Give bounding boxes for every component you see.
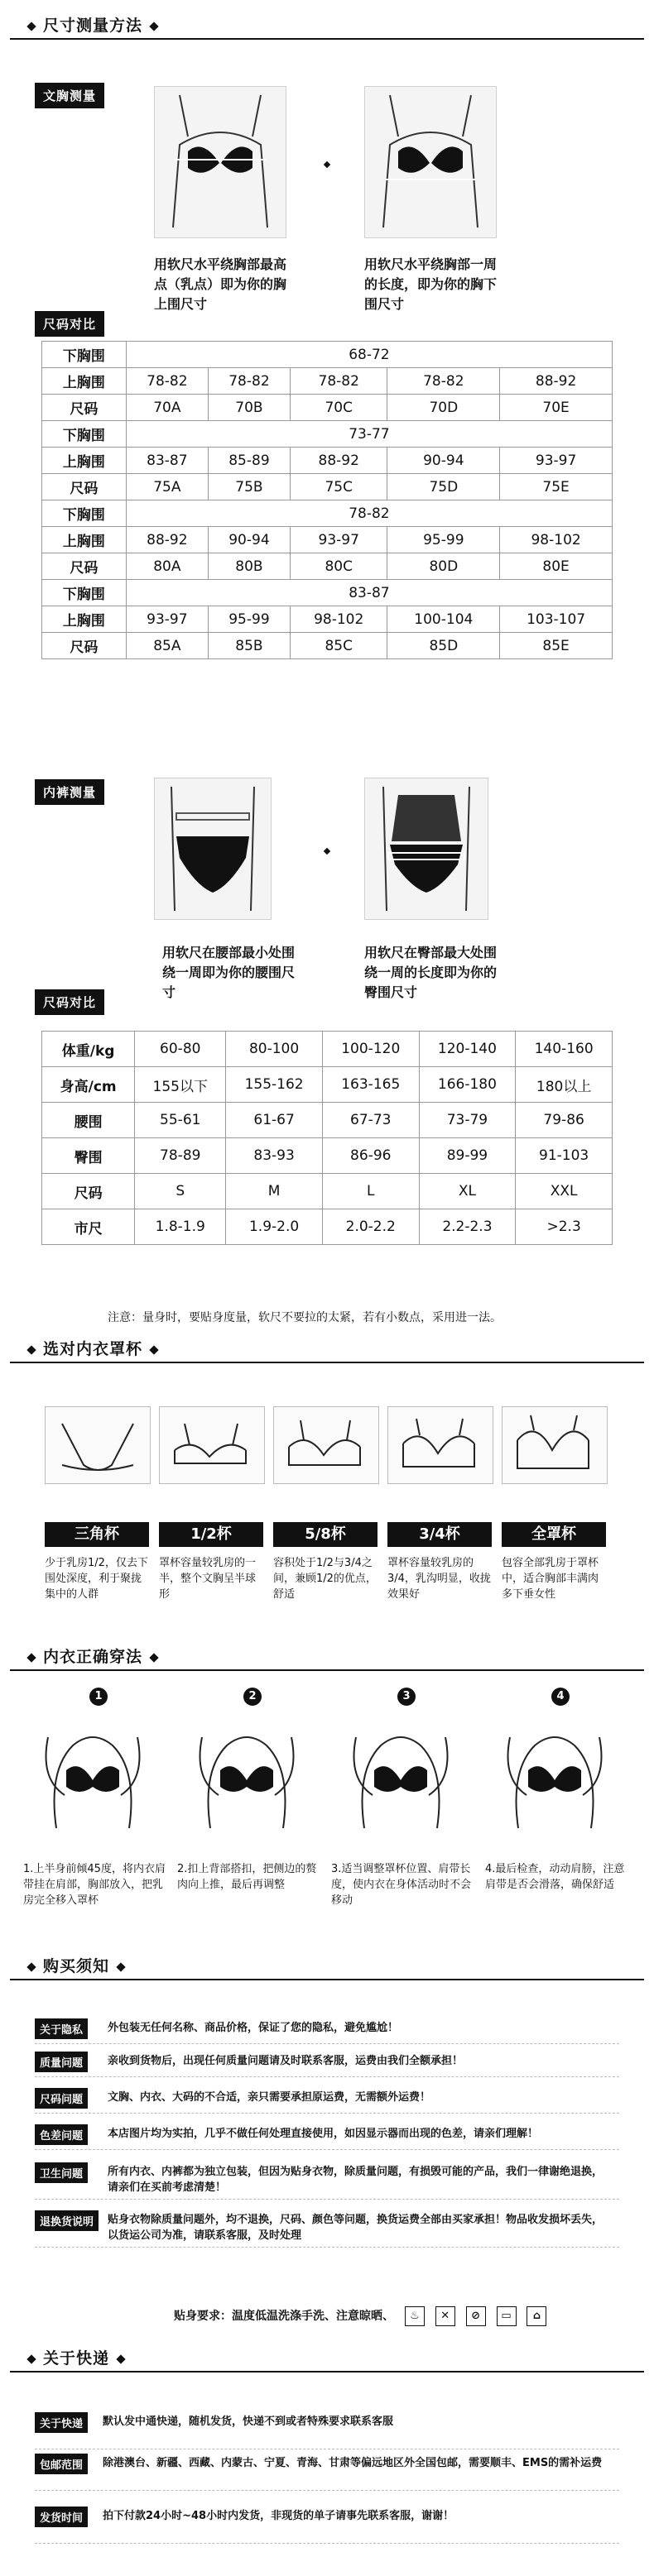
row-header-over: 上胸围 [42, 448, 127, 474]
pants-size-table [41, 1031, 613, 1245]
diamond-icon [26, 1653, 36, 1662]
table-row [42, 1138, 613, 1174]
table-row [42, 1032, 613, 1067]
cup-illustration [502, 1406, 608, 1484]
bra-size-value: 75D [387, 474, 500, 500]
no-tumble-dry-icon: ⊘ [466, 2306, 486, 2326]
pants-size-value: 55-61 [135, 1103, 226, 1138]
over-bust-value: 98-102 [500, 527, 613, 553]
notice-label: 尺码问题 [35, 2088, 88, 2109]
bra-size-value: 80C [290, 553, 387, 580]
cup-illustration [387, 1406, 493, 1484]
cup-illustration [45, 1406, 151, 1484]
step-description: 4.最后检查，动动肩膀，注意肩带是否会滑落，确保舒适 [485, 1863, 625, 1891]
pants-hip-figure [364, 778, 488, 920]
express-divider [35, 2449, 619, 2450]
pants-size-value: 180以上 [516, 1067, 613, 1103]
pants-size-value: 163-165 [322, 1067, 419, 1103]
pants-size-value: 120-140 [419, 1032, 516, 1067]
over-bust-value: 90-94 [387, 448, 500, 474]
pants-size-value: 61-67 [226, 1103, 323, 1138]
pants-size-value: 73-79 [419, 1103, 516, 1138]
cup-description: 少于乳房1/2，仅去下围处深度，利于聚拢集中的人群 [45, 1557, 148, 1601]
pants-size-value: 140-160 [516, 1032, 613, 1067]
notice-divider [35, 2113, 619, 2114]
step-number: 1 [89, 1688, 108, 1706]
pants-size-value: 2.2-2.3 [419, 1209, 516, 1245]
cup-illustration [159, 1406, 265, 1484]
over-bust-value: 78-82 [290, 368, 387, 395]
wear-step-illustration [23, 1704, 162, 1836]
pants-size-value: 79-86 [516, 1103, 613, 1138]
section-title: 内衣正确穿法 [43, 1648, 143, 1666]
table-row [42, 527, 613, 553]
hand-wash-icon: ♨ [405, 2306, 425, 2326]
notice-divider [35, 2076, 619, 2078]
step-description: 2.扣上背部搭扣，把侧边的赘肉向上推，最后再调整 [177, 1863, 317, 1891]
express-divider [35, 2543, 619, 2545]
bra-size-value: 80D [387, 553, 500, 580]
wash-note-text: 贴身要求：温度低温洗涤手洗、注意晾晒、 [174, 2310, 394, 2323]
pants-measure-tag: 内裤测量 [35, 779, 104, 805]
diamond-icon [149, 22, 158, 31]
diamond-icon [149, 1345, 158, 1354]
bra-size-value: 85E [500, 633, 613, 659]
pants-size-value: >2.3 [516, 1209, 613, 1245]
row-header: 腰围 [42, 1103, 135, 1138]
section-title: 选对内衣罩杯 [43, 1340, 143, 1358]
table-row [42, 580, 613, 606]
pants-size-value: 86-96 [322, 1138, 419, 1174]
pants-waist-caption: 用软尺在腰部最小处围绕一周即为你的腰围尺寸 [162, 945, 296, 1000]
over-bust-value: 98-102 [290, 606, 387, 633]
table-row [42, 474, 613, 500]
bra-under-caption: 用软尺水平绕胸部一周的长度，即为你的胸下围尺寸 [364, 256, 498, 312]
notice-text: 亲收到货物后，出现任何质量问题请及时联系客服，运费由我们全额承担！ [108, 2055, 464, 2067]
pants-size-value: XL [419, 1174, 516, 1209]
row-header-over: 上胸围 [42, 606, 127, 633]
pants-size-value: M [226, 1174, 323, 1209]
over-bust-value: 78-82 [208, 368, 290, 395]
table-row [42, 553, 613, 580]
bra-size-tag: 尺码对比 [35, 311, 104, 337]
bra-size-value: 70A [126, 395, 208, 421]
cup-description: 罩杯容量较乳房的一半，整个文胸呈半球形 [159, 1557, 257, 1601]
over-bust-value: 93-97 [290, 527, 387, 553]
step-description: 1.上半身前倾45度，将内衣肩带挂在肩部，胸部放入，把乳房完全移入罩杯 [23, 1863, 166, 1907]
row-header: 市尺 [42, 1209, 135, 1245]
notice-divider [35, 2247, 619, 2248]
diamond-icon [26, 1345, 36, 1354]
table-row [42, 1067, 613, 1103]
over-bust-value: 88-92 [126, 527, 208, 553]
pants-size-value: 100-120 [322, 1032, 419, 1067]
dry-flat-icon: ▭ [497, 2306, 517, 2326]
pants-size-value: S [135, 1174, 226, 1209]
over-bust-value: 100-104 [387, 606, 500, 633]
express-label: 关于快递 [35, 2412, 88, 2433]
notice-text: 贴身衣物除质量问题外，均不退换，尺码、颜色等问题，换货运费全部由买家承担！物品收发损坏丢失，以货运公司为准，请联系客服，及时处理 [108, 2214, 604, 2242]
under-bust-value: 78-82 [126, 500, 612, 527]
no-bleach-icon: ✕ [435, 2306, 455, 2326]
bra-size-value: 70B [208, 395, 290, 421]
row-header: 臀围 [42, 1138, 135, 1174]
row-header: 尺码 [42, 1174, 135, 1209]
notice-label: 关于隐私 [35, 2018, 88, 2039]
over-bust-value: 90-94 [208, 527, 290, 553]
bra-size-value: 70D [387, 395, 500, 421]
pants-size-value: 83-93 [226, 1138, 323, 1174]
diamond-icon [26, 1962, 36, 1971]
bra-over-figure [154, 86, 286, 238]
row-header-under: 下胸围 [42, 421, 127, 448]
express-label: 发货时间 [35, 2507, 88, 2527]
notice-divider [35, 2199, 619, 2200]
step-number: 3 [397, 1688, 416, 1706]
pants-size-value: XXL [516, 1174, 613, 1209]
bullet-dot [324, 161, 330, 168]
under-bust-value: 68-72 [126, 342, 612, 368]
notice-text: 外包装无任何名称、商品价格，保证了您的隐私，避免尴尬！ [108, 2022, 399, 2034]
bra-size-value: 75E [500, 474, 613, 500]
pants-size-value: 80-100 [226, 1032, 323, 1067]
bullet-dot [324, 848, 330, 855]
cup-label: 3/4杯 [387, 1522, 492, 1547]
notice-divider [35, 2149, 619, 2151]
section-header-express [0, 2341, 654, 2377]
notice-text: 所有内衣、内裤都为独立包装，但因为贴身衣物，除质量问题，有损毁可能的产品，我们一律谢绝退换，请亲们在买前考虑清楚！ [108, 2166, 604, 2194]
pants-size-tag: 尺码对比 [35, 989, 104, 1015]
over-bust-value: 88-92 [500, 368, 613, 395]
table-row [42, 395, 613, 421]
bra-size-value: 85B [208, 633, 290, 659]
notice-text: 本店图片均为实拍，几乎不做任何处理直接使用，如因显示器而出现的色差，请亲们理解！ [108, 2128, 539, 2140]
table-row [42, 500, 613, 527]
notice-divider [35, 2043, 619, 2045]
notice-label: 色差问题 [35, 2124, 88, 2145]
over-bust-value: 85-89 [208, 448, 290, 474]
express-text: 拍下付款24小时~48小时内发货，非现货的单子请事先联系客服，谢谢！ [103, 2510, 454, 2522]
over-bust-value: 93-97 [500, 448, 613, 474]
section-header-buy [0, 1949, 654, 1985]
bra-size-table [41, 341, 613, 659]
table-row [42, 421, 613, 448]
row-header-over: 上胸围 [42, 527, 127, 553]
bra-under-figure [364, 86, 497, 238]
notice-label: 退换货说明 [35, 2210, 99, 2231]
pants-size-value: 1.9-2.0 [226, 1209, 323, 1245]
row-header-size: 尺码 [42, 553, 127, 580]
table-row [42, 633, 613, 659]
bra-size-value: 70C [290, 395, 387, 421]
bra-size-value: 75C [290, 474, 387, 500]
over-bust-value: 103-107 [500, 606, 613, 633]
express-text: 除港澳台、新疆、西藏、内蒙古、宁夏、青海、甘肃等偏远地区外全国包邮，需要顺丰、EMS的需补运费 [103, 2457, 603, 2469]
bra-size-value: 75B [208, 474, 290, 500]
section-header-wear [0, 1640, 654, 1676]
notice-label: 质量问题 [35, 2052, 88, 2072]
express-label: 包邮范围 [35, 2454, 88, 2474]
section-header-cup [0, 1332, 654, 1368]
section-header-measure [0, 8, 654, 45]
pants-size-value: 2.0-2.2 [322, 1209, 419, 1245]
pants-size-value: 89-99 [419, 1138, 516, 1174]
bra-size-value: 85C [290, 633, 387, 659]
diamond-icon [116, 2354, 125, 2363]
cup-label: 5/8杯 [273, 1522, 377, 1547]
diamond-icon [116, 1962, 125, 1971]
notice-label: 卫生问题 [35, 2162, 88, 2183]
pants-waist-figure [154, 778, 272, 920]
pants-size-value: 67-73 [322, 1103, 419, 1138]
section-title: 尺寸测量方法 [43, 17, 143, 35]
wear-step-illustration [177, 1704, 316, 1836]
table-row [42, 368, 613, 395]
bra-size-value: 75A [126, 474, 208, 500]
wash-note [174, 2306, 546, 2326]
express-divider [35, 2490, 619, 2492]
table-row [42, 342, 613, 368]
over-bust-value: 83-87 [126, 448, 208, 474]
cup-description: 罩杯容量较乳房的3/4，乳沟明显，收拢效果好 [387, 1557, 491, 1601]
under-bust-value: 83-87 [126, 580, 612, 606]
table-row [42, 1103, 613, 1138]
row-header-over: 上胸围 [42, 368, 127, 395]
bra-size-value: 85D [387, 633, 500, 659]
section-title: 购买须知 [43, 1957, 110, 1975]
pants-size-value: 155-162 [226, 1067, 323, 1103]
notice-text: 文胸、内衣、大码的不合适，亲只需要承担原运费，无需额外运费！ [108, 2091, 431, 2104]
row-header-under: 下胸围 [42, 342, 127, 368]
pants-size-value: 60-80 [135, 1032, 226, 1067]
table-row [42, 1209, 613, 1245]
row-header-under: 下胸围 [42, 580, 127, 606]
row-header: 身高/cm [42, 1067, 135, 1103]
step-number: 4 [551, 1688, 570, 1706]
row-header-size: 尺码 [42, 474, 127, 500]
pants-size-value: L [322, 1174, 419, 1209]
under-bust-value: 73-77 [126, 421, 612, 448]
table-row [42, 1174, 613, 1209]
over-bust-value: 93-97 [126, 606, 208, 633]
bra-size-value: 70E [500, 395, 613, 421]
row-header-under: 下胸围 [42, 500, 127, 527]
over-bust-value: 78-82 [387, 368, 500, 395]
pants-hip-caption: 用软尺在臀部最大处围绕一周的长度即为你的臀围尺寸 [364, 945, 498, 1000]
express-text: 默认发中通快递，随机发货，快递不到或者特殊要求联系客服 [103, 2416, 394, 2428]
cup-description: 容积处于1/2与3/4之间，兼顾1/2的优点，舒适 [273, 1557, 377, 1601]
step-description: 3.适当调整罩杯位置、肩带长度，使内衣在身体活动时不会移动 [331, 1863, 472, 1907]
bra-size-value: 80A [126, 553, 208, 580]
cup-illustration [273, 1406, 379, 1484]
pants-size-value: 78-89 [135, 1138, 226, 1174]
cup-label: 全罩杯 [502, 1522, 606, 1547]
diamond-icon [149, 1653, 158, 1662]
step-number: 2 [243, 1688, 262, 1706]
low-iron-icon: ⌂ [527, 2306, 546, 2326]
over-bust-value: 78-82 [126, 368, 208, 395]
row-header-size: 尺码 [42, 633, 127, 659]
over-bust-value: 95-99 [387, 527, 500, 553]
bra-over-caption: 用软尺水平绕胸部最高点（乳点）即为你的胸上围尺寸 [154, 256, 287, 312]
diamond-icon [26, 22, 36, 31]
section-title: 关于快递 [43, 2349, 110, 2368]
measure-note: 注意：量身时，要贴身度量，软尺不要拉的太紧，若有小数点，采用进一法。 [108, 1311, 502, 1324]
row-header-size: 尺码 [42, 395, 127, 421]
cup-label: 三角杯 [45, 1522, 149, 1547]
wear-step-illustration [331, 1704, 470, 1836]
row-header: 体重/kg [42, 1032, 135, 1067]
over-bust-value: 95-99 [208, 606, 290, 633]
cup-description: 包容全部乳房于罩杯中，适合胸部丰满肉多下垂女性 [502, 1557, 599, 1601]
bra-measure-tag: 文胸测量 [35, 83, 104, 108]
bra-size-value: 80B [208, 553, 290, 580]
pants-size-value: 1.8-1.9 [135, 1209, 226, 1245]
table-row [42, 448, 613, 474]
table-row [42, 606, 613, 633]
bra-size-value: 80E [500, 553, 613, 580]
diamond-icon [26, 2354, 36, 2363]
pants-size-value: 155以下 [135, 1067, 226, 1103]
wear-step-illustration [485, 1704, 624, 1836]
over-bust-value: 88-92 [290, 448, 387, 474]
cup-label: 1/2杯 [159, 1522, 263, 1547]
pants-size-value: 166-180 [419, 1067, 516, 1103]
pants-size-value: 91-103 [516, 1138, 613, 1174]
bra-size-value: 85A [126, 633, 208, 659]
